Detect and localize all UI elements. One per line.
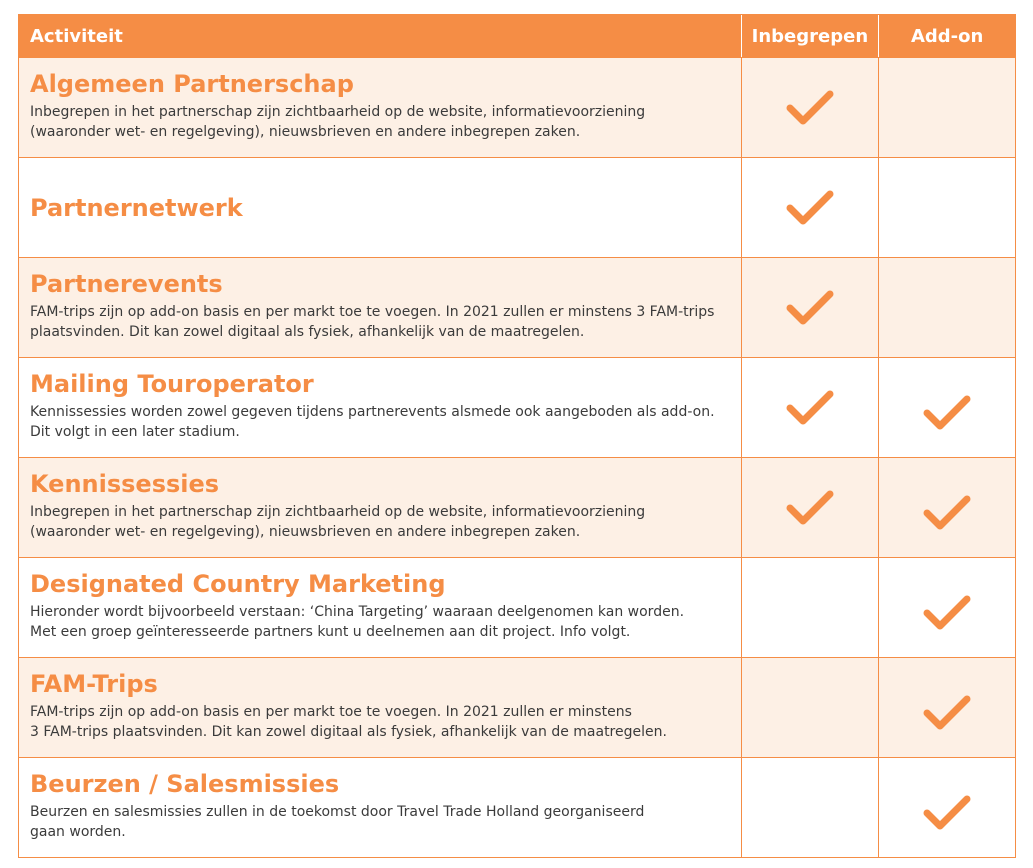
addon-cell [878, 358, 1015, 457]
header-activity: Activiteit [30, 25, 123, 47]
checkmark-icon [922, 694, 972, 732]
addon-cell [878, 58, 1015, 157]
addon-cell [878, 258, 1015, 357]
table-row [19, 257, 1015, 357]
header-addon: Add-on [878, 15, 1015, 57]
header-included: Inbegrepen [741, 15, 879, 57]
activity-title: Beurzen / Salesmissies [30, 770, 340, 798]
activity-title: FAM-Trips [30, 670, 158, 698]
checkmark-icon [785, 289, 835, 327]
addon-cell [878, 558, 1015, 657]
activity-description: FAM-trips zijn op add-on basis en per markt toe te voegen. In 2021 zullen er minstens 3 FAM-trips plaatsvinden. Dit kan zowel digitaal als fysiek, afhankelijk van de maatregelen. [30, 304, 715, 340]
activity-description: Kennissessies worden zowel gegeven tijdens partnerevents alsmede ook aangeboden als add-on. Dit volgt in een later stadium. [30, 404, 715, 440]
included-cell [741, 258, 879, 357]
included-cell [741, 458, 879, 557]
included-cell [741, 658, 879, 757]
table-row [19, 557, 1015, 657]
activity-description: Hieronder wordt bijvoorbeeld verstaan: ‘China Targeting’ waaraan deelgenomen kan worden. Met een groep geïnteresseerde partners kunt u deelnemen aan dit project. Info volgt. [30, 604, 685, 640]
activity-cell [19, 458, 741, 557]
checkmark-icon [785, 89, 835, 127]
activity-description: FAM-trips zijn op add-on basis en per markt toe te voegen. In 2021 zullen er minstens 3 FAM-trips plaatsvinden. Dit kan zowel digitaal als fysiek, afhankelijk van de maatregelen. [30, 704, 667, 740]
checkmark-icon [785, 489, 835, 527]
table-row [19, 457, 1015, 557]
activity-description: Beurzen en salesmissies zullen in de toekomst door Travel Trade Holland georganiseerd gaan worden. [30, 804, 645, 840]
checkmark-icon [922, 394, 972, 432]
table-row [19, 357, 1015, 457]
included-cell [741, 558, 879, 657]
checkmark-icon [785, 389, 835, 427]
activity-cell [19, 358, 741, 457]
table-row [19, 57, 1015, 157]
included-cell [741, 758, 879, 857]
table-row [19, 657, 1015, 757]
activity-description: Inbegrepen in het partnerschap zijn zichtbaarheid op de website, informatievoorziening (waaronder wet- en regelgeving), nieuwsbrieven en andere inbegrepen zaken. [30, 504, 646, 540]
activity-title: Partnernetwerk [30, 193, 243, 222]
activity-title: Designated Country Marketing [30, 570, 446, 598]
activity-cell [19, 58, 741, 157]
addon-cell [878, 758, 1015, 857]
activity-title: Algemeen Partnerschap [30, 70, 354, 98]
addon-cell [878, 158, 1015, 257]
activity-table [18, 14, 1016, 858]
addon-cell [878, 458, 1015, 557]
activity-title: Partnerevents [30, 270, 223, 298]
addon-cell [878, 658, 1015, 757]
included-cell [741, 58, 879, 157]
activity-cell [19, 658, 741, 757]
table-row [19, 757, 1015, 857]
table-body [19, 57, 1015, 857]
checkmark-icon [785, 189, 835, 227]
checkmark-icon [922, 494, 972, 532]
activity-cell [19, 158, 741, 257]
table-row [19, 157, 1015, 257]
table-header [19, 15, 1015, 57]
checkmark-icon [922, 594, 972, 632]
included-cell [741, 358, 879, 457]
activity-description: Inbegrepen in het partnerschap zijn zichtbaarheid op de website, informatievoorziening (waaronder wet- en regelgeving), nieuwsbrieven en andere inbegrepen zaken. [30, 104, 646, 140]
activity-title: Kennissessies [30, 470, 220, 498]
included-cell [741, 158, 879, 257]
activity-cell [19, 758, 741, 857]
activity-cell [19, 558, 741, 657]
checkmark-icon [922, 794, 972, 832]
activity-title: Mailing Touroperator [30, 370, 314, 398]
activity-cell [19, 258, 741, 357]
